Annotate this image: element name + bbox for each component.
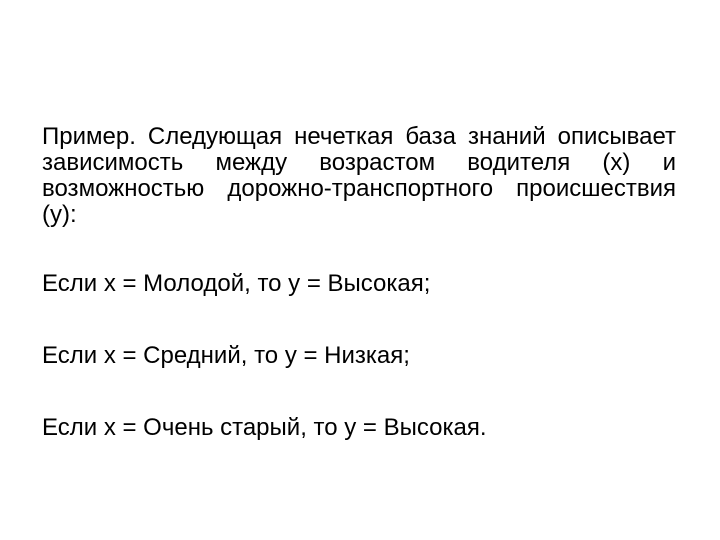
intro-paragraph: Пример. Следующая нечеткая база знаний описывает зависимость между возрастом водителя (x) и возможностью дорожно-транспортного происшествия (y):	[42, 123, 676, 228]
rule-2: Если x = Средний, то y = Низкая;	[42, 342, 410, 369]
rule-1: Если x = Молодой, то y = Высокая;	[42, 270, 431, 297]
slide-content	[42, 124, 676, 442]
rule-3: Если x = Очень старый, то y = Высокая.	[42, 414, 487, 441]
